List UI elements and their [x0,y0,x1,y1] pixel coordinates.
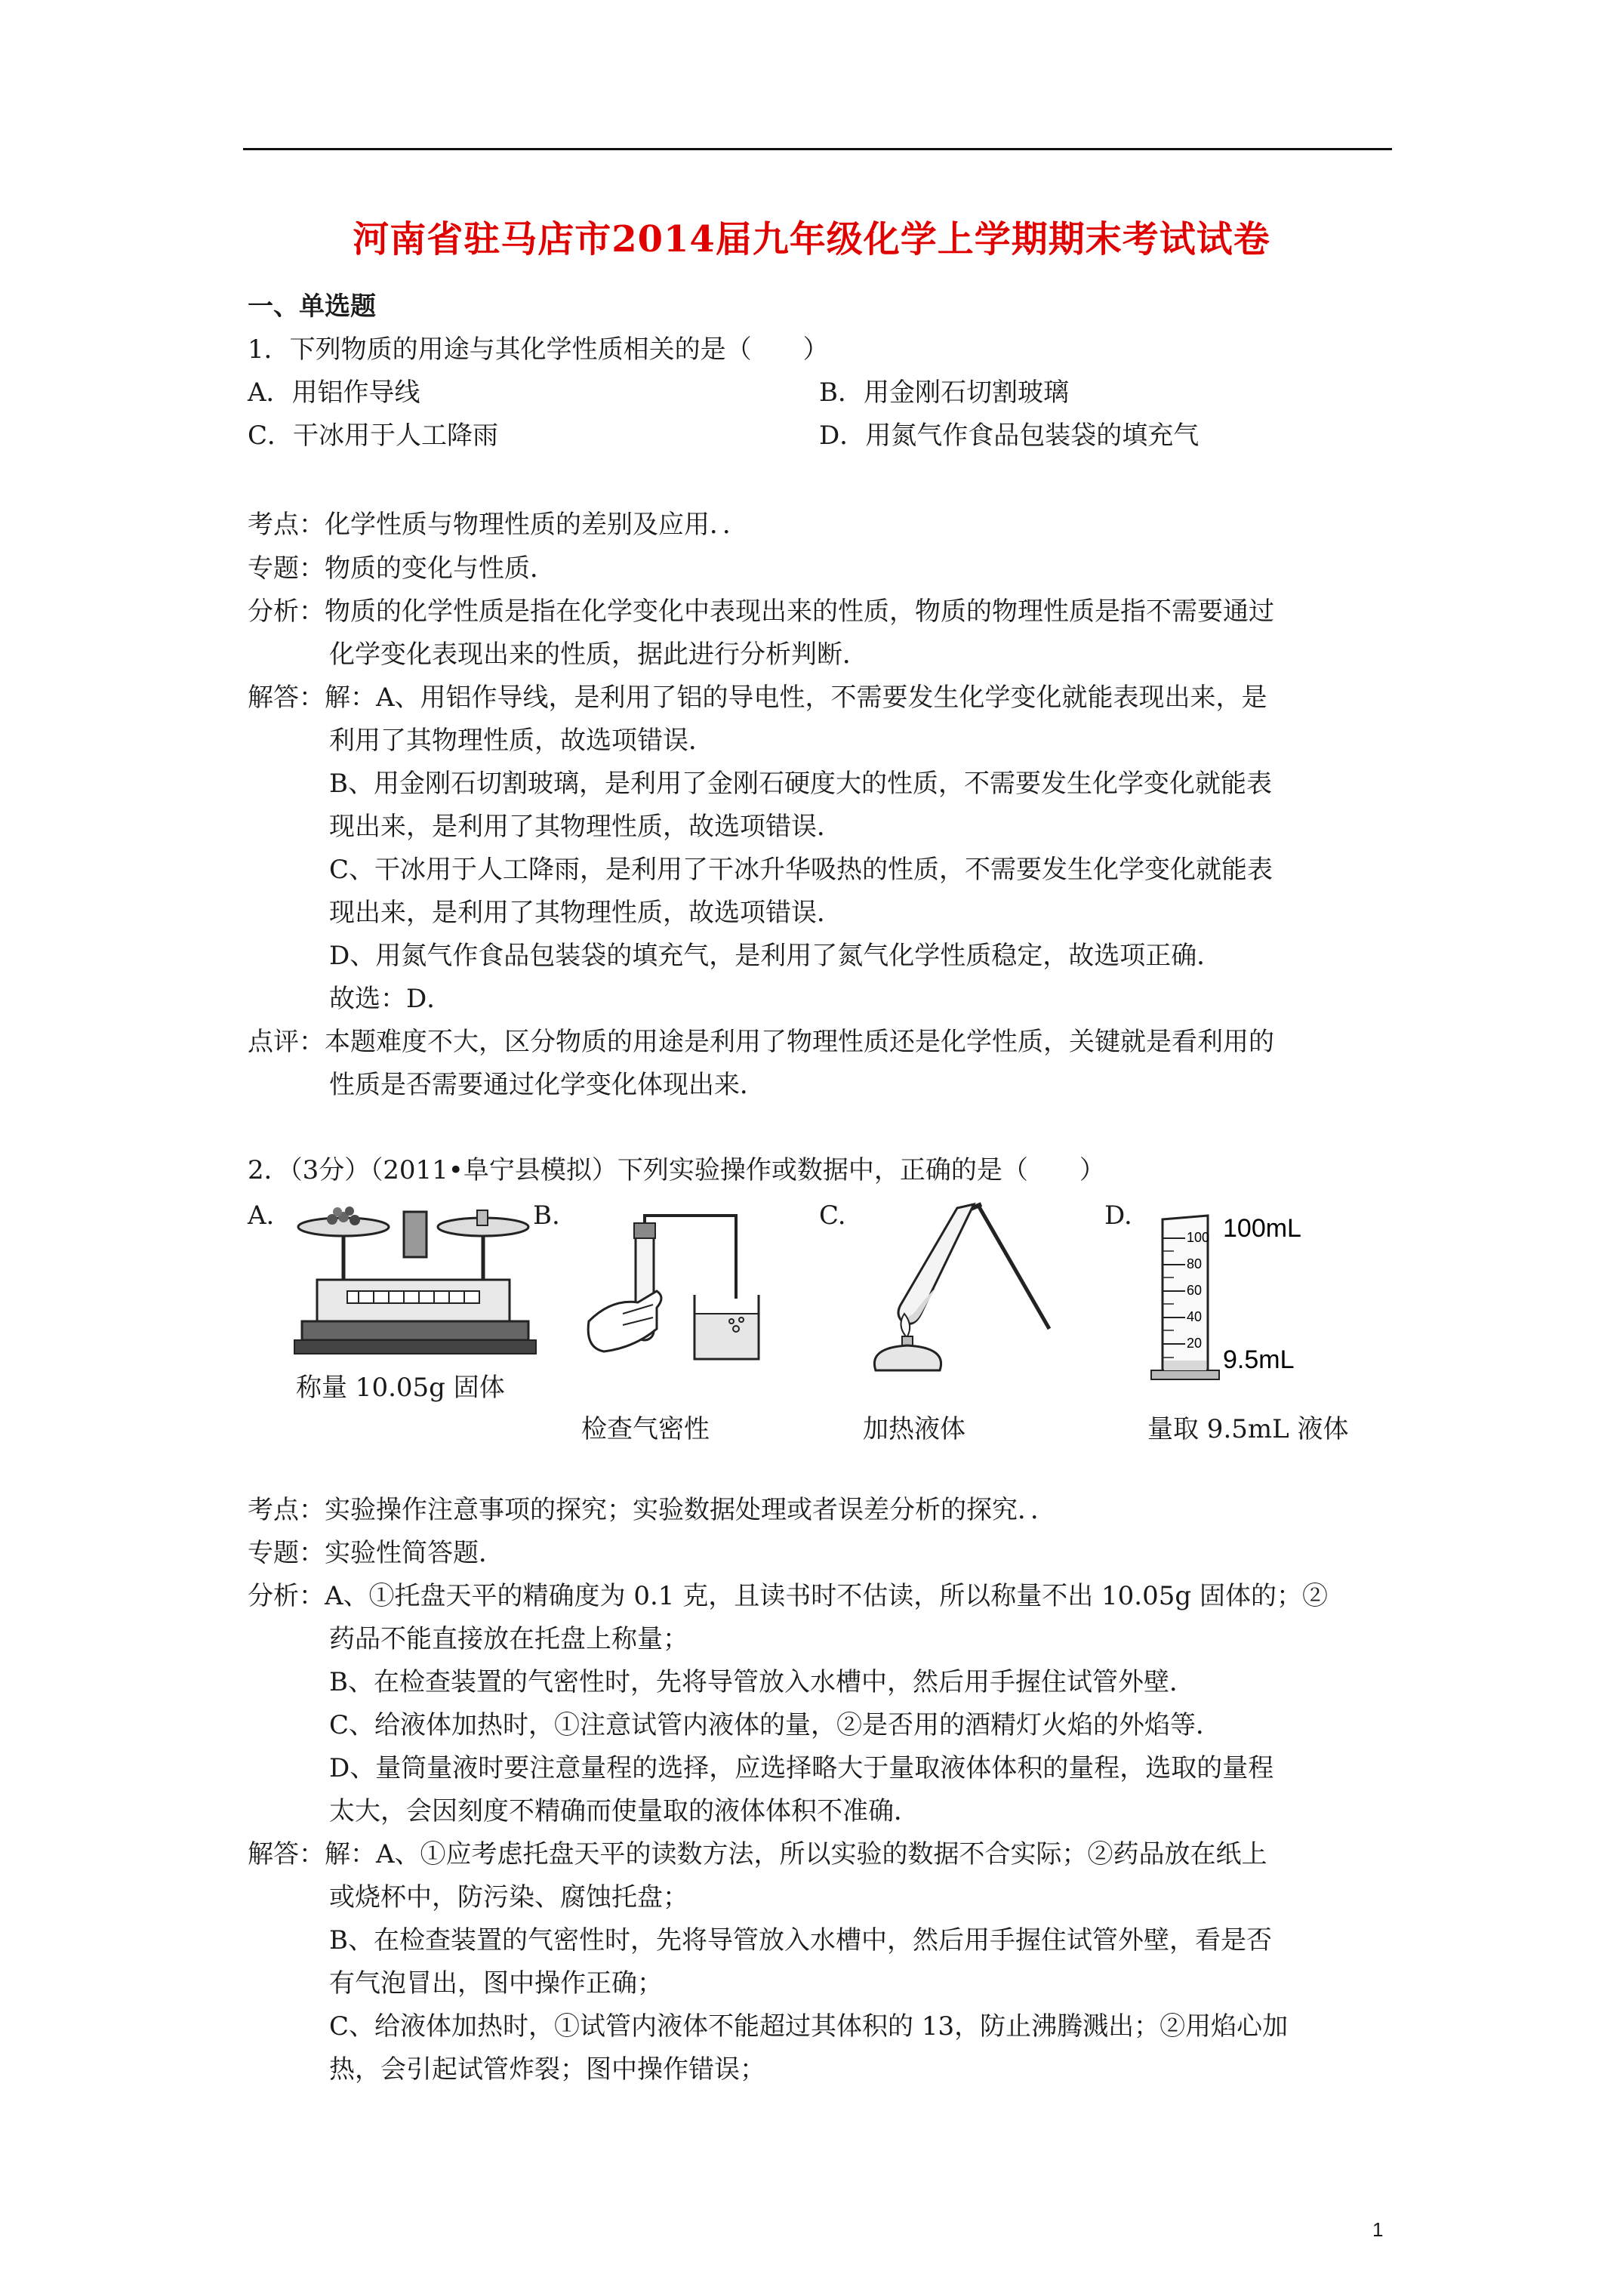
q2-kaodian: 考点：实验操作注意事项的探究；实验数据处理或者误差分析的探究．． [248,1495,1056,1525]
q2-jieda-line2: 或烧杯中，防污染、腐蚀托盘； [329,1882,688,1912]
q1-option-b: B．用金刚石切割玻璃 [819,378,1069,408]
header-rule [243,148,1392,150]
q2-zhuanti: 专题：实验性简答题． [248,1538,504,1568]
cyl-tick-80: 80 [1187,1256,1203,1271]
cyl-tick-40: 40 [1187,1309,1203,1324]
q2-stem: 2．（3分）（2011•阜宁县模拟）下列实验操作或数据中，正确的是（ ） [248,1155,1105,1185]
q2-fenxi-line4: C、给液体加热时，①注意试管内液体的量，②是否用的酒精灯火焰的外焰等． [329,1710,1222,1740]
q2-caption-c: 加热液体 [863,1414,965,1444]
q2-caption-b: 检查气密性 [581,1414,710,1444]
q1-dianping-line2: 性质是否需要通过化学变化体现出来． [329,1070,765,1100]
cyl-label-9-5ml: 9.5mL [1223,1345,1295,1374]
q1-kaodian: 考点：化学性质与物理性质的差别及应用．． [248,510,748,540]
q1-jieda-line1: 解答：解：A、用铝作导线，是利用了铝的导电性，不需要发生化学变化就能表现出来，是 [248,683,1267,713]
q2-jieda-line3: B、在检查装置的气密性时，先将导管放入水槽中，然后用手握住试管外壁，看是否 [329,1925,1272,1955]
q1-jieda-line2: 利用了其物理性质，故选项错误． [329,726,714,756]
cylinder-figure [1147,1208,1313,1382]
cyl-tick-60: 60 [1187,1283,1203,1298]
q1-option-d: D．用氮气作食品包装袋的填充气 [819,421,1200,451]
q1-option-a: A．用铝作导线 [248,378,420,408]
q2-caption-d: 量取 9.5mL 液体 [1147,1414,1349,1444]
q2-fenxi-line2: 药品不能直接放在托盘上称量； [329,1624,688,1654]
q1-jieda-line7: D、用氮气作食品包装袋的填充气，是利用了氮气化学性质稳定，故选项正确． [329,941,1223,971]
q1-stem: 1．下列物质的用途与其化学性质相关的是（ ） [248,334,829,365]
cyl-tick-20: 20 [1187,1336,1203,1351]
q2-jieda-line4: 有气泡冒出，图中操作正确； [329,1968,663,1999]
heating-figure [861,1200,1064,1378]
balance-figure [291,1197,540,1363]
q2-jieda-line6: 热，会引起试管炸裂；图中操作错误； [329,2054,765,2085]
q1-option-c: C．干冰用于人工降雨 [248,421,499,451]
q1-fenxi-line2: 化学变化表现出来的性质，据此进行分析判断． [329,639,868,670]
q1-fenxi-line1: 分析：物质的化学性质是指在化学变化中表现出来的性质，物质的物理性质是指不需要通过 [248,596,1274,627]
q2-label-b: B. [533,1200,560,1231]
cyl-tick-100: 100 [1187,1230,1210,1245]
q2-fenxi-line5: D、量筒量液时要注意量程的选择，应选择略大于量取液体体积的量程，选取的量程 [329,1753,1274,1783]
q1-jieda-line3: B、用金刚石切割玻璃，是利用了金刚石硬度大的性质，不需要发生化学变化就能表 [329,769,1272,799]
airtightness-figure [581,1208,762,1370]
q1-jieda-line8: 故选：D． [329,984,453,1014]
page-number: 1 [1372,2218,1384,2241]
q2-fenxi-line3: B、在检查装置的气密性时，先将导管放入水槽中，然后用手握住试管外壁． [329,1667,1195,1697]
q1-dianping-line1: 点评：本题难度不大，区分物质的用途是利用了物理性质还是化学性质，关键就是看利用的 [248,1027,1274,1057]
q2-fenxi-line1: 分析：A、①托盘天平的精确度为 0.1 克，且读书时不估读，所以称量不出 10.05g 固体的；② [248,1581,1328,1611]
section-heading: 一、单选题 [248,291,376,322]
q2-label-c: C. [819,1200,846,1231]
q1-jieda-line5: C、干冰用于人工降雨，是利用了干冰升华吸热的性质，不需要发生化学变化就能表 [329,855,1273,885]
q2-fenxi-line6: 太大，会因刻度不精确而使量取的液体体积不准确． [329,1796,919,1826]
q2-jieda-line1: 解答：解：A、①应考虑托盘天平的读数方法，所以实验的数据不合实际；②药品放在纸上 [248,1839,1267,1869]
q2-caption-a: 称量 10.05g 固体 [296,1373,505,1403]
q2-label-a: A. [248,1200,275,1231]
q1-zhuanti: 专题：物质的变化与性质． [248,553,556,584]
page-title: 河南省驻马店市2014届九年级化学上学期期末考试试卷 [353,218,1270,260]
q2-jieda-line5: C、给液体加热时，①试管内液体不能超过其体积的 13，防止沸腾溅出；②用焰心加 [329,2011,1289,2042]
q1-jieda-line6: 现出来，是利用了其物理性质，故选项错误． [329,898,842,928]
q1-jieda-line4: 现出来，是利用了其物理性质，故选项错误． [329,812,842,842]
q2-label-d: D. [1104,1200,1132,1231]
cyl-label-100ml: 100mL [1223,1214,1301,1243]
